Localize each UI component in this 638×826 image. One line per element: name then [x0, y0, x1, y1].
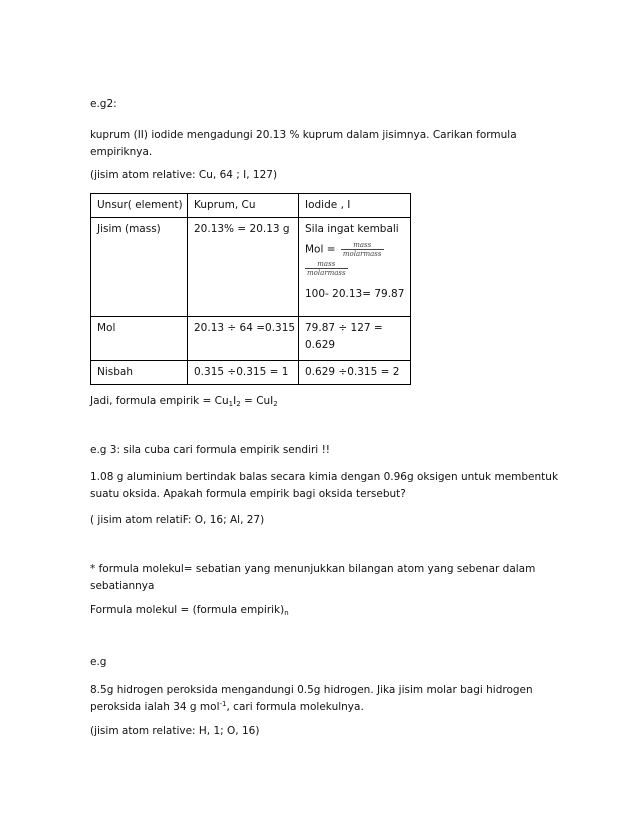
mass-copper: 20.13% = 20.13 g [188, 218, 299, 317]
fraction-denominator: molarmass [342, 250, 382, 258]
fraction-denominator: molarmass [307, 268, 346, 277]
mol-label: Mol [91, 317, 188, 361]
ratio-iodide: 0.629 ÷0.315 = 2 [299, 361, 411, 385]
molecular-formula-sub: n [284, 609, 289, 617]
table-row-mol [91, 317, 411, 361]
example4-line2-a: peroksida ialah 34 g mol [90, 701, 220, 713]
mass-iodide [299, 218, 411, 317]
mol-iodide-line2: 0.629 [305, 339, 336, 351]
mol-fraction-repeat [305, 260, 348, 277]
mol-iodide [299, 317, 411, 361]
example4-atomic-mass: (jisim atom relative: H, 1; O, 16) [90, 725, 260, 737]
conclusion-sub3: 2 [273, 400, 278, 408]
example4-line2 [90, 699, 560, 716]
example4-line2-b: , cari formula molekulnya. [226, 701, 364, 713]
table-row-mass [91, 218, 411, 317]
example3-line1: 1.08 g aluminium bertindak balas secara kimia dengan 0.96g oksigen untuk membentuk [90, 471, 559, 483]
mass-label: Jisim (mass) [91, 218, 188, 317]
fraction-numerator: mass [341, 241, 384, 250]
empirical-formula-table [90, 193, 411, 385]
example3-atomic-mass: ( jisim atom relatiF: O, 16; Al, 27) [90, 514, 265, 526]
table-header-row [91, 194, 411, 218]
header-copper: Kuprum, Cu [188, 194, 299, 218]
ratio-label: Nisbah [91, 361, 188, 385]
conclusion-line [90, 393, 560, 410]
example2-question-line1: kuprum (II) iodide mengadungi 20.13 % kuprum dalam jisimnya. Carikan formula [90, 129, 517, 141]
molecular-definition-line2: sebatiannya [90, 580, 155, 592]
iodide-mass-calc: 100- 20.13= 79.87 [305, 287, 405, 300]
header-element: Unsur( element) [91, 194, 188, 218]
mol-fraction-inline [341, 241, 384, 258]
mol-formula-prefix: Mol = [305, 243, 336, 256]
example4-heading: e.g [90, 656, 107, 668]
table-row-ratio [91, 361, 411, 385]
molecular-formula-text: Formula molekul = (formula empirik) [90, 604, 285, 616]
example4-line2-sup: -1 [219, 700, 227, 708]
molecular-formula-line [90, 602, 560, 619]
example2-question-line2: empiriknya. [90, 146, 153, 158]
mol-formula [305, 241, 405, 259]
example2-heading: e.g2: [90, 98, 117, 110]
mol-iodide-line1: 79.87 ÷ 127 = [305, 322, 383, 334]
header-iodide: Iodide , I [299, 194, 411, 218]
recall-note: Sila ingat kembali [305, 223, 399, 235]
example4-line1: 8.5g hidrogen peroksida mengandungi 0.5g hidrogen. Jika jisim molar bagi hidrogen [90, 684, 533, 696]
example3-heading: e.g 3: sila cuba cari formula empirik sendiri !! [90, 444, 330, 456]
example3-line2: suatu oksida. Apakah formula empirik bagi oksida tersebut? [90, 488, 406, 500]
conclusion-sub1: 1 [228, 400, 234, 408]
ratio-copper: 0.315 ÷0.315 = 1 [188, 361, 299, 385]
conclusion-suffix: = CuI [240, 395, 274, 407]
example2-atomic-mass: (jisim atom relative: Cu, 64 ; I, 127) [90, 169, 278, 181]
fraction-numerator: mass [305, 260, 348, 269]
conclusion-mid: I [233, 395, 237, 407]
conclusion-prefix: Jadi, formula empirik = Cu [90, 395, 229, 407]
mol-copper: 20.13 ÷ 64 =0.315 [188, 317, 299, 361]
conclusion-sub2: 2 [236, 400, 241, 408]
molecular-definition-line1: * formula molekul= sebatian yang menunjukkan bilangan atom yang sebenar dalam [90, 563, 536, 575]
